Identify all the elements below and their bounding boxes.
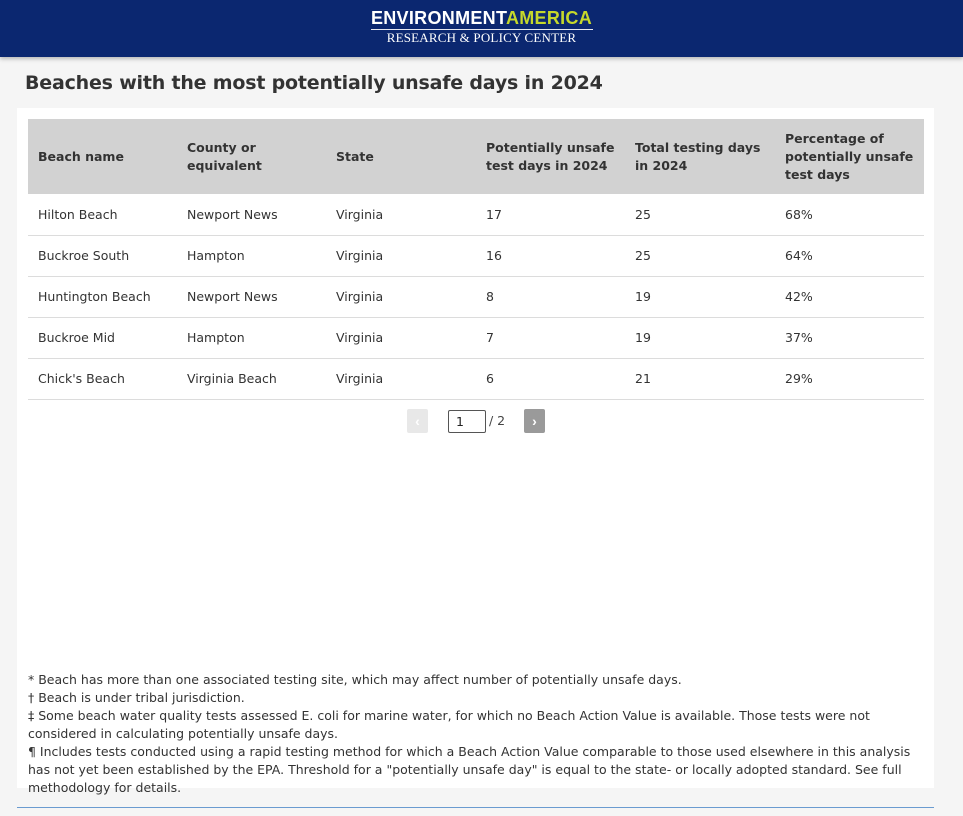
column-header-state[interactable]: State [336, 148, 374, 164]
cell-state: Virginia [326, 317, 476, 358]
cell-total-days: 25 [625, 235, 775, 276]
table-row [28, 194, 924, 235]
table-header-row [28, 119, 924, 194]
pagination [407, 409, 557, 433]
column-header-percentage[interactable]: Percentage of potentially unsafe test days [785, 130, 914, 182]
cell-beach-name: Chick's Beach [28, 358, 177, 399]
logo-word-america: AMERICA [505, 8, 593, 28]
footnotes [28, 671, 918, 797]
table-row [28, 317, 924, 358]
page-title: Beaches with the most potentially unsafe days in 2024 [25, 72, 603, 94]
cell-unsafe-days: 6 [476, 358, 625, 399]
cell-total-days: 21 [625, 358, 775, 399]
cell-county: Virginia Beach [177, 358, 326, 399]
next-page-button[interactable]: › [524, 409, 545, 433]
cell-beach-name: Buckroe Mid [28, 317, 177, 358]
previous-page-button[interactable]: ‹ [407, 409, 428, 433]
table-row [28, 276, 924, 317]
cell-percentage: 37% [775, 317, 924, 358]
table-row [28, 235, 924, 276]
cell-unsafe-days: 17 [476, 194, 625, 235]
cell-percentage: 64% [775, 235, 924, 276]
cell-beach-name: Hilton Beach [28, 194, 177, 235]
footnote-multiple-sites: * Beach has more than one associated testing site, which may affect number of potentially unsafe days. [28, 672, 682, 687]
cell-county: Newport News [177, 194, 326, 235]
page-total: / 2 [489, 413, 506, 428]
footnote-ecoli: ‡ Some beach water quality tests assessed E. coli for marine water, for which no Beach Action Value is available. Those tests were not considered in calculating potentially unsafe days. [28, 708, 870, 741]
cell-percentage: 68% [775, 194, 924, 235]
column-header-beach-name[interactable]: Beach name [38, 148, 124, 164]
cell-beach-name: Huntington Beach [28, 276, 177, 317]
beaches-table [28, 119, 924, 400]
cell-county: Newport News [177, 276, 326, 317]
logo-word-environment: ENVIRONMENT [370, 8, 506, 28]
cell-unsafe-days: 8 [476, 276, 625, 317]
cell-county: Hampton [177, 235, 326, 276]
cell-state: Virginia [326, 358, 476, 399]
site-header [0, 0, 963, 57]
cell-total-days: 25 [625, 194, 775, 235]
column-header-total-days[interactable]: Total testing days in 2024 [635, 139, 761, 173]
page-number-input[interactable] [448, 410, 486, 433]
logo-rule [371, 29, 593, 30]
footnote-rapid-testing: ¶ Includes tests conducted using a rapid testing method for which a Beach Action Value comparable to those used elsewhere in this analysis has not yet been established by the EPA. Threshold for a "potentially unsafe day" is equal to the state- or locally adopted standard. See full methodology for details. [28, 744, 911, 795]
table-row [28, 358, 924, 399]
footnote-tribal: † Beach is under tribal jurisdiction. [28, 690, 245, 705]
cell-unsafe-days: 7 [476, 317, 625, 358]
column-header-county[interactable]: County or equivalent [187, 139, 262, 173]
cell-state: Virginia [326, 276, 476, 317]
logo-subtitle: RESEARCH & POLICY CENTER [386, 30, 577, 45]
environment-america-logo[interactable] [0, 8, 963, 46]
column-header-unsafe-days[interactable]: Potentially unsafe test days in 2024 [486, 139, 615, 173]
cell-beach-name: Buckroe South [28, 235, 177, 276]
cell-state: Virginia [326, 194, 476, 235]
cell-county: Hampton [177, 317, 326, 358]
cell-percentage: 42% [775, 276, 924, 317]
cell-percentage: 29% [775, 358, 924, 399]
section-divider [17, 807, 934, 808]
cell-state: Virginia [326, 235, 476, 276]
cell-total-days: 19 [625, 276, 775, 317]
cell-total-days: 19 [625, 317, 775, 358]
cell-unsafe-days: 16 [476, 235, 625, 276]
table-card [17, 108, 934, 795]
